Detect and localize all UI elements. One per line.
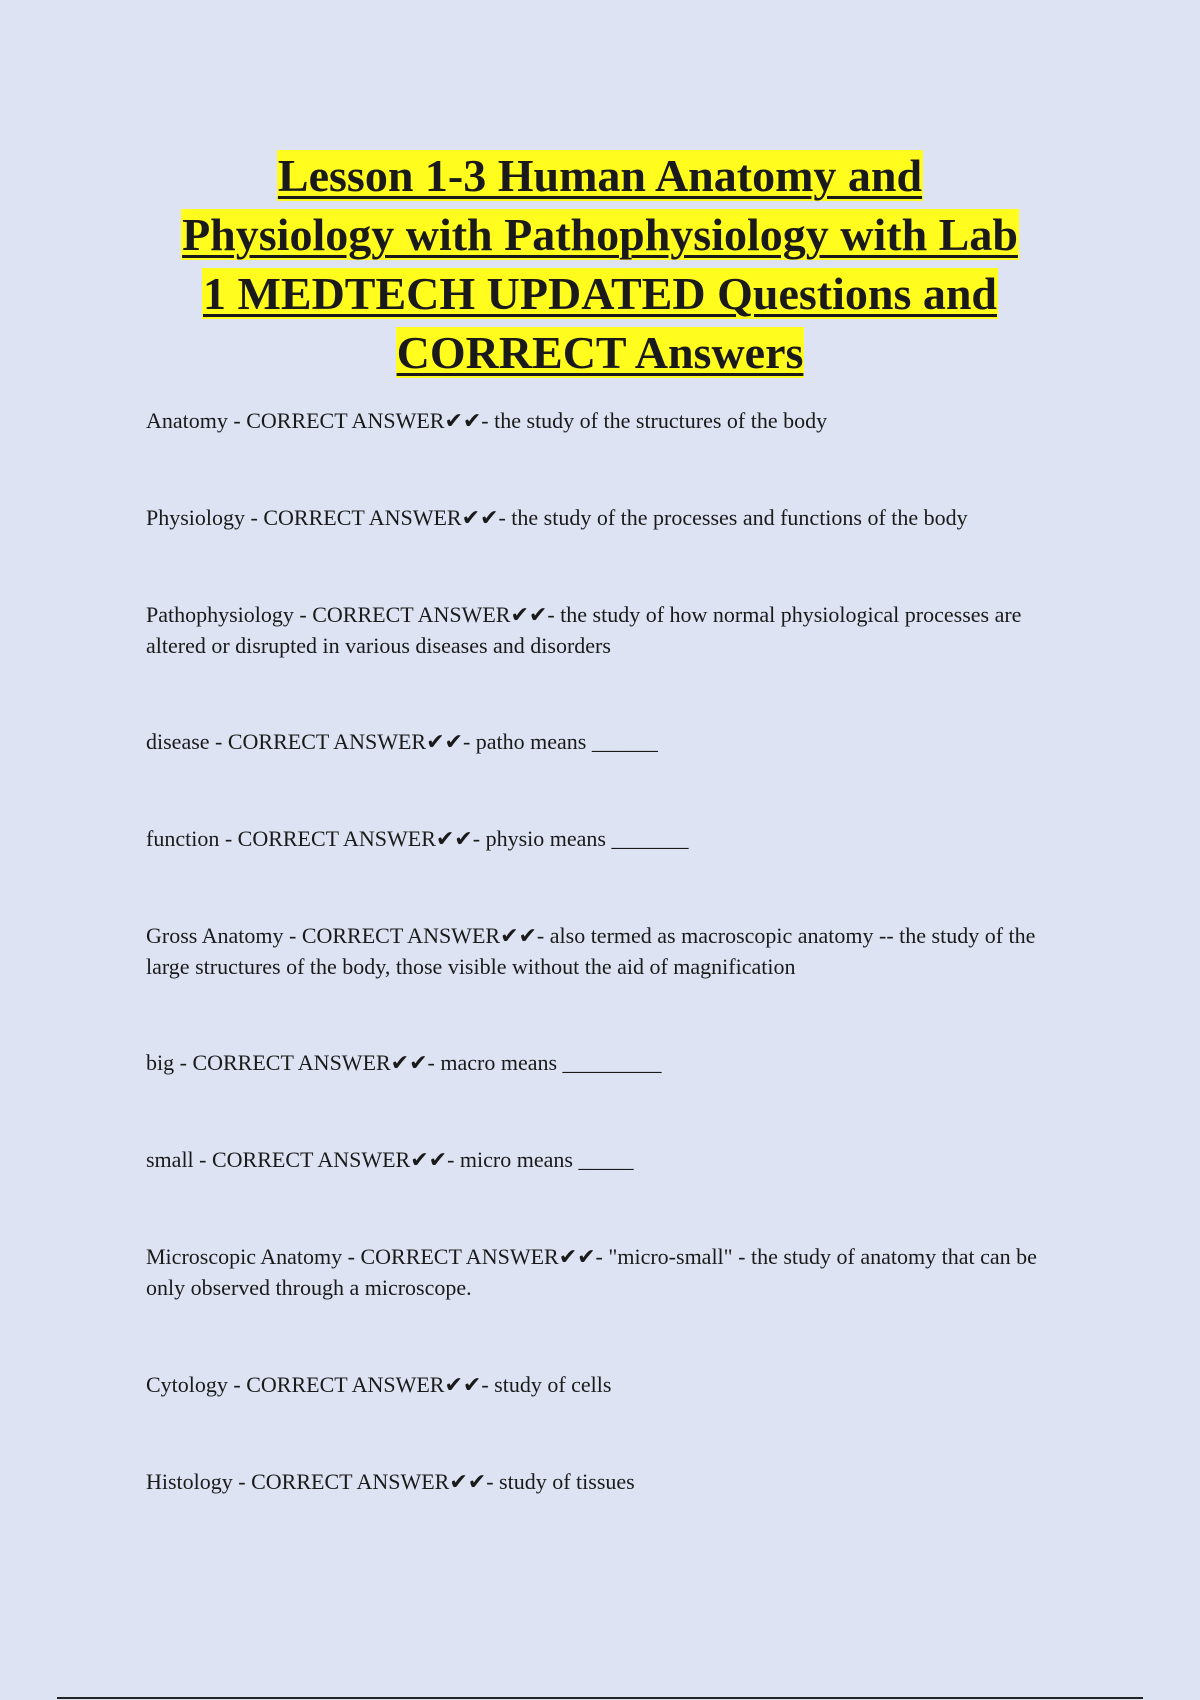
title-line: 1 MEDTECH UPDATED Questions and	[202, 268, 998, 319]
qa-entry-microscopic-anatomy: Microscopic Anatomy - CORRECT ANSWER✔✔- "micro-small" - the study of anatomy that can be only observed through a microscope.	[146, 1244, 1037, 1300]
qa-entry-anatomy: Anatomy - CORRECT ANSWER✔✔- the study of the structures of the body	[146, 408, 828, 433]
title-line: CORRECT Answers	[396, 327, 804, 378]
qa-entry-histology: Histology - CORRECT ANSWER✔✔- study of tissues	[146, 1469, 635, 1494]
qa-entry-pathophysiology: Pathophysiology - CORRECT ANSWER✔✔- the study of how normal physiological processes are altered or disrupted in various diseases and disorders	[146, 602, 1022, 658]
page-bottom-divider	[57, 1697, 1143, 1699]
title-line: Physiology with Pathophysiology with Lab	[182, 209, 1018, 260]
qa-entry-cytology: Cytology - CORRECT ANSWER✔✔- study of cells	[146, 1372, 612, 1397]
qa-entry-gross-anatomy: Gross Anatomy - CORRECT ANSWER✔✔- also termed as macroscopic anatomy -- the study of the large structures of the body, those visible without the aid of magnification	[146, 923, 1036, 979]
title-line: Lesson 1-3 Human Anatomy and	[277, 150, 923, 201]
qa-entry-big: big - CORRECT ANSWER✔✔- macro means _________	[146, 1050, 662, 1075]
qa-entry-function: function - CORRECT ANSWER✔✔- physio means _______	[146, 826, 689, 851]
qa-entry-small: small - CORRECT ANSWER✔✔- micro means _____	[146, 1147, 634, 1172]
qa-entry-physiology: Physiology - CORRECT ANSWER✔✔- the study of the processes and functions of the body	[146, 505, 968, 530]
qa-entry-disease: disease - CORRECT ANSWER✔✔- patho means ______	[146, 729, 658, 754]
document-title	[100, 146, 1100, 382]
